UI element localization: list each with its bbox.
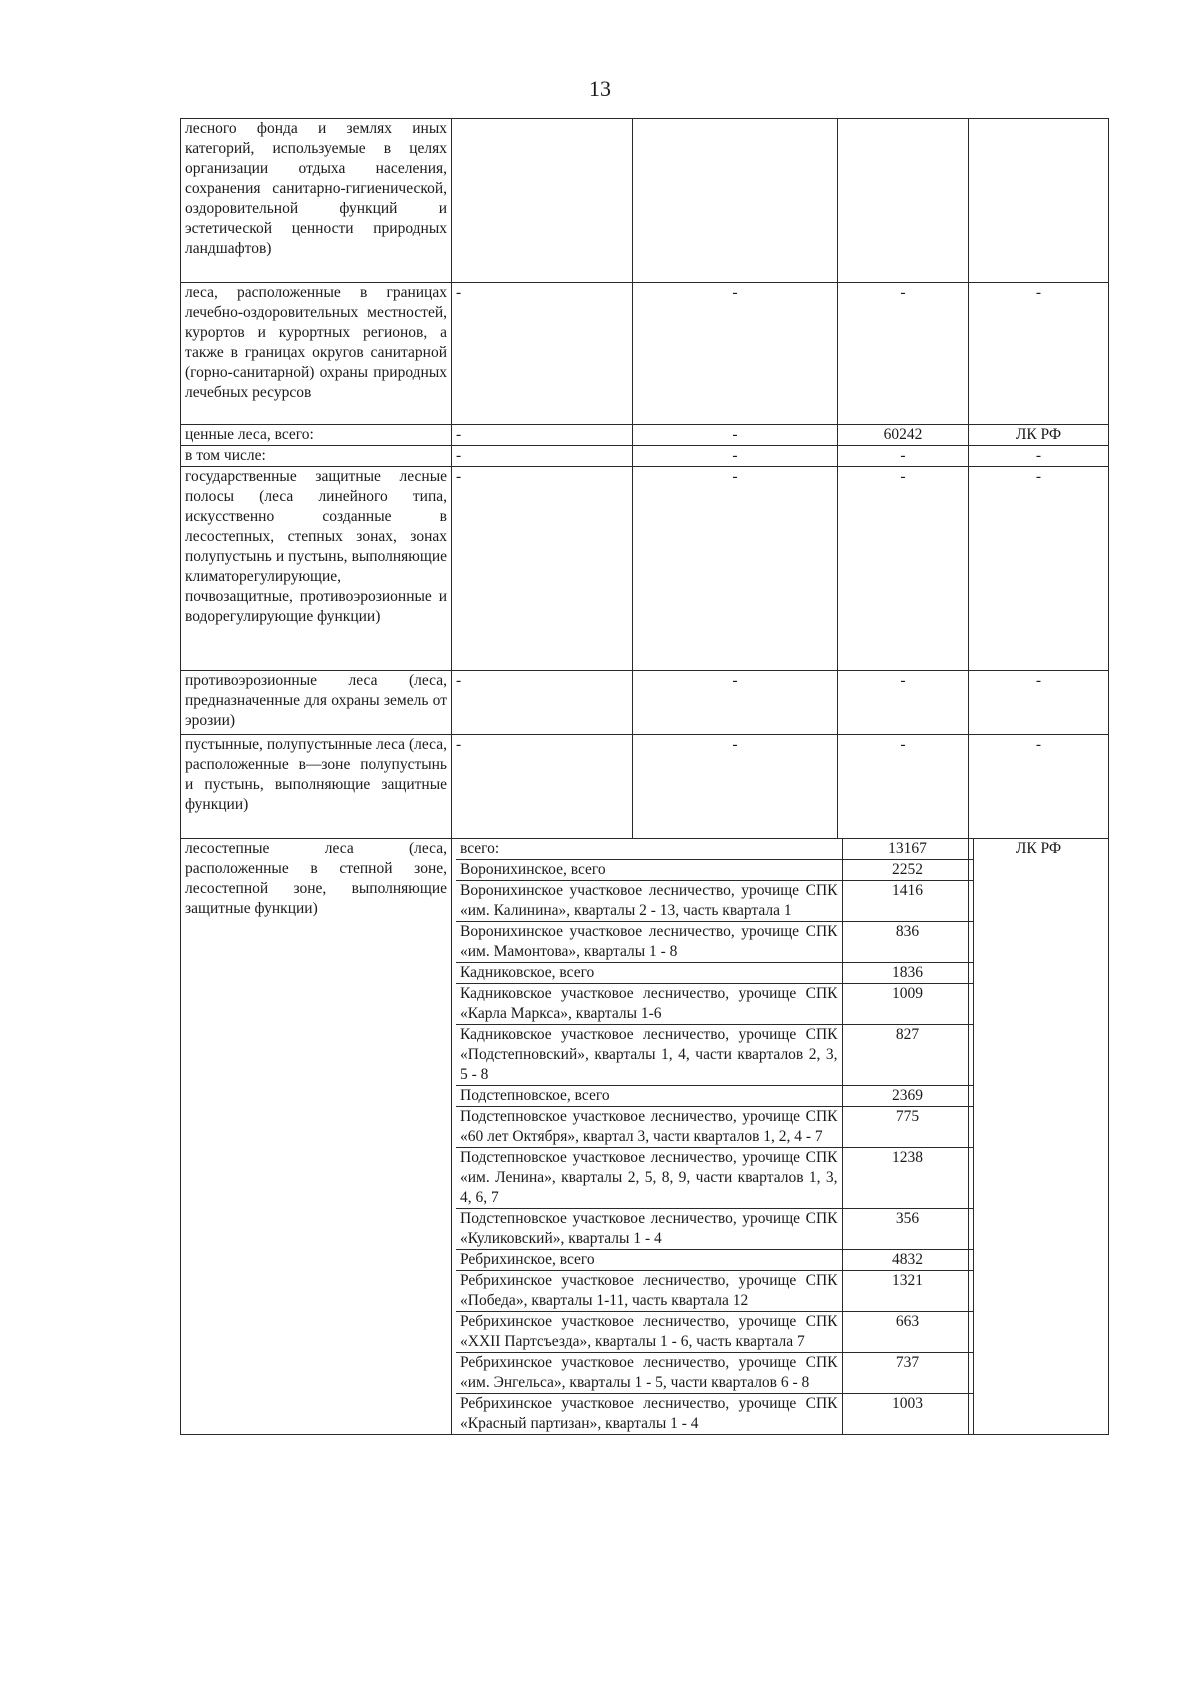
protective-forests-table (180, 118, 1109, 1435)
location-row (456, 1353, 973, 1394)
cell-col3 (633, 119, 838, 283)
location-cell: Ребрихинское участковое лесничество, урочище СПК «им. Энгельса», кварталы 1 - 5, части кварталов 6 - 8 (456, 1353, 842, 1394)
legal-basis-cell: - (969, 735, 1109, 839)
location-cell: Подстепновское, всего (456, 1086, 842, 1107)
legal-basis-cell: - (969, 446, 1109, 467)
cell-col3: - (633, 446, 838, 467)
location-row (456, 1148, 973, 1209)
area-cell: 1009 (842, 984, 973, 1025)
location-row (456, 984, 973, 1025)
forest-category-cell: лесного фонда и землях иных категорий, используемые в целях организации отдыха населения, сохранения санитарно-гигиенической, оздоровительной функций и эстетической ценности природных ландшафтов) (181, 119, 452, 283)
cell-col3: - (633, 735, 838, 839)
location-row (456, 1107, 973, 1148)
area-cell: - (838, 283, 969, 425)
area-cell (838, 119, 969, 283)
cell-col3: - (633, 425, 838, 446)
location-row (456, 860, 973, 881)
area-cell: 1416 (842, 881, 973, 922)
table-row (181, 283, 1109, 425)
location-subtable (456, 839, 974, 1434)
location-cell: всего: (456, 839, 842, 860)
legal-basis-cell: - (969, 671, 1109, 735)
table-row (181, 119, 1109, 283)
area-cell: 1321 (842, 1271, 973, 1312)
location-cell: Кадниковское участковое лесничество, урочище СПК «Карла Маркса», кварталы 1-6 (456, 984, 842, 1025)
area-cell: 827 (842, 1025, 973, 1086)
table-row (181, 735, 1109, 839)
location-breakdown (452, 839, 969, 1435)
cell-col3: - (633, 283, 838, 425)
table-row (181, 671, 1109, 735)
forest-category-cell: пустынные, полупустынные леса (леса, расположенные в—зоне полупустынь и пустынь, выполняющие защитные функции) (181, 735, 452, 839)
forest-category-cell: противоэрозионные леса (леса, предназначенные для охраны земель от эрозии) (181, 671, 452, 735)
location-row (456, 922, 973, 963)
location-row (456, 881, 973, 922)
cell-col2: - (452, 671, 633, 735)
cell-col3: - (633, 671, 838, 735)
table-row (181, 446, 1109, 467)
area-cell: 2369 (842, 1086, 973, 1107)
location-cell: Ребрихинское участковое лесничество, урочище СПК «Победа», кварталы 1-11, часть квартала 12 (456, 1271, 842, 1312)
cell-col2 (452, 119, 633, 283)
area-cell: 836 (842, 922, 973, 963)
cell-col2: - (452, 467, 633, 671)
location-cell: Подстепновское участковое лесничество, урочище СПК «60 лет Октября», квартал 3, части кварталов 1, 2, 4 - 7 (456, 1107, 842, 1148)
forest-category-cell: государственные защитные лесные полосы (леса линейного типа, искусственно созданные в лесостепных, степных зонах, зонах полупустынь и пустынь, выполняющие климаторегулирующие, почвозащитные, противоэрозионные и водорегулирующие функции) (181, 467, 452, 671)
cell-col2: - (452, 283, 633, 425)
area-cell: 775 (842, 1107, 973, 1148)
area-cell: - (838, 446, 969, 467)
legal-basis-cell: ЛК РФ (969, 839, 1109, 1435)
cell-col2: - (452, 735, 633, 839)
area-cell: - (838, 671, 969, 735)
location-cell: Воронихинское, всего (456, 860, 842, 881)
location-cell: Кадниковское, всего (456, 963, 842, 984)
area-cell: 1003 (842, 1394, 973, 1435)
area-cell: 60242 (838, 425, 969, 446)
location-cell: Ребрихинское участковое лесничество, урочище СПК «XXII Партсъезда», кварталы 1 - 6, часть квартала 7 (456, 1312, 842, 1353)
location-cell: Воронихинское участковое лесничество, урочище СПК «им. Мамонтова», кварталы 1 - 8 (456, 922, 842, 963)
legal-basis-cell: - (969, 467, 1109, 671)
area-cell: 4832 (842, 1250, 973, 1271)
location-row (456, 1312, 973, 1353)
area-cell: - (838, 735, 969, 839)
location-row (456, 1086, 973, 1107)
area-cell: 1836 (842, 963, 973, 984)
area-cell: 356 (842, 1209, 973, 1250)
location-row (456, 1394, 973, 1435)
location-row (456, 839, 973, 860)
table-row (181, 467, 1109, 671)
location-cell: Воронихинское участковое лесничество, урочище СПК «им. Калинина», кварталы 2 - 13, часть квартала 1 (456, 881, 842, 922)
location-subtable-body (456, 839, 973, 1434)
cell-col2: - (452, 446, 633, 467)
area-cell: 1238 (842, 1148, 973, 1209)
forest-category-cell: лесостепные леса (леса, расположенные в степной зоне, лесостепной зоне, выполняющие защитные функции) (181, 839, 452, 1435)
area-cell: 13167 (842, 839, 973, 860)
forest-category-cell: леса, расположенные в границах лечебно-оздоровительных местностей, курортов и курортных регионов, а также в границах округов санитарной (горно-санитарной) охраны природных лечебных ресурсов (181, 283, 452, 425)
location-cell: Подстепновское участковое лесничество, урочище СПК «Куликовский», кварталы 1 - 4 (456, 1209, 842, 1250)
table-body (181, 119, 1109, 1435)
location-row (456, 963, 973, 984)
location-row (456, 1250, 973, 1271)
location-cell: Ребрихинское участковое лесничество, урочище СПК «Красный партизан», кварталы 1 - 4 (456, 1394, 842, 1435)
location-row (456, 1209, 973, 1250)
area-cell: 663 (842, 1312, 973, 1353)
forest-category-cell: в том числе: (181, 446, 452, 467)
cell-col3: - (633, 467, 838, 671)
legal-basis-cell (969, 119, 1109, 283)
cell-col2: - (452, 425, 633, 446)
forest-category-cell: ценные леса, всего: (181, 425, 452, 446)
location-row (456, 1025, 973, 1086)
forest-steppe-row (181, 839, 1109, 1435)
location-row (456, 1271, 973, 1312)
location-cell: Ребрихинское, всего (456, 1250, 842, 1271)
legal-basis-cell: ЛК РФ (969, 425, 1109, 446)
area-cell: - (838, 467, 969, 671)
table-row (181, 425, 1109, 446)
area-cell: 737 (842, 1353, 973, 1394)
location-cell: Кадниковское участковое лесничество, урочище СПК «Подстепновский», кварталы 1, 4, части кварталов 2, 3, 5 - 8 (456, 1025, 842, 1086)
location-cell: Подстепновское участковое лесничество, урочище СПК «им. Ленина», кварталы 2, 5, 8, 9, части кварталов 1, 3, 4, 6, 7 (456, 1148, 842, 1209)
legal-basis-cell: - (969, 283, 1109, 425)
page-number: 13 (589, 76, 611, 101)
area-cell: 2252 (842, 860, 973, 881)
